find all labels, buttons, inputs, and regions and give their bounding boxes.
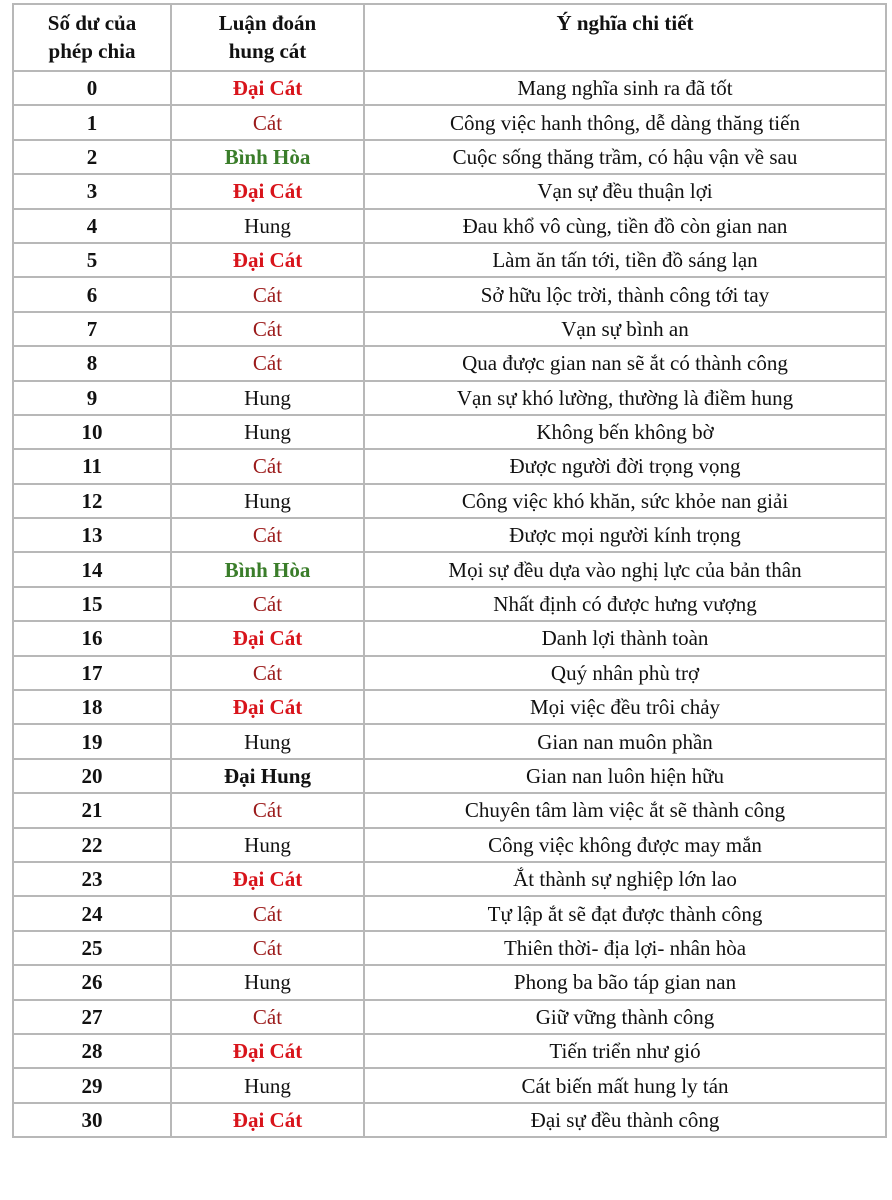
table-row xyxy=(13,965,886,999)
meaning-cell: Vạn sự bình an xyxy=(364,312,886,346)
verdict-cell: Cát xyxy=(171,587,364,621)
remainder-cell: 30 xyxy=(13,1103,171,1137)
table-row xyxy=(13,1034,886,1068)
meaning-cell: Công việc không được may mắn xyxy=(364,828,886,862)
verdict-cell: Cát xyxy=(171,793,364,827)
verdict-cell: Hung xyxy=(171,965,364,999)
remainder-cell: 17 xyxy=(13,656,171,690)
verdict-cell: Cát xyxy=(171,896,364,930)
remainder-cell: 1 xyxy=(13,105,171,139)
table-row xyxy=(13,140,886,174)
header-row xyxy=(13,4,886,71)
remainder-cell: 3 xyxy=(13,174,171,208)
meaning-cell: Sở hữu lộc trời, thành công tới tay xyxy=(364,277,886,311)
meaning-cell: Không bến không bờ xyxy=(364,415,886,449)
verdict-cell: Đại Cát xyxy=(171,621,364,655)
verdict-cell: Cát xyxy=(171,277,364,311)
verdict-cell: Cát xyxy=(171,346,364,380)
verdict-cell: Đại Cát xyxy=(171,690,364,724)
remainder-cell: 16 xyxy=(13,621,171,655)
verdict-cell: Đại Cát xyxy=(171,1103,364,1137)
remainder-cell: 25 xyxy=(13,931,171,965)
meaning-cell: Làm ăn tấn tới, tiền đồ sáng lạn xyxy=(364,243,886,277)
table-row xyxy=(13,209,886,243)
meaning-cell: Mọi việc đều trôi chảy xyxy=(364,690,886,724)
remainder-cell: 13 xyxy=(13,518,171,552)
meaning-cell: Nhất định có được hưng vượng xyxy=(364,587,886,621)
remainder-cell: 11 xyxy=(13,449,171,483)
remainder-cell: 28 xyxy=(13,1034,171,1068)
remainder-cell: 15 xyxy=(13,587,171,621)
table-row xyxy=(13,793,886,827)
remainder-cell: 27 xyxy=(13,1000,171,1034)
remainder-cell: 7 xyxy=(13,312,171,346)
header-remainder xyxy=(13,4,171,71)
verdict-cell: Hung xyxy=(171,724,364,758)
table-row xyxy=(13,896,886,930)
meaning-cell: Vạn sự đều thuận lợi xyxy=(364,174,886,208)
meaning-cell: Mọi sự đều dựa vào nghị lực của bản thân xyxy=(364,552,886,586)
header-meaning xyxy=(364,4,886,71)
table-row xyxy=(13,243,886,277)
verdict-cell: Đại Hung xyxy=(171,759,364,793)
verdict-cell: Hung xyxy=(171,415,364,449)
table-row xyxy=(13,277,886,311)
remainder-cell: 19 xyxy=(13,724,171,758)
meaning-cell: Phong ba bão táp gian nan xyxy=(364,965,886,999)
table-row xyxy=(13,587,886,621)
table-row xyxy=(13,862,886,896)
meaning-cell: Công việc khó khăn, sức khỏe nan giải xyxy=(364,484,886,518)
verdict-cell: Hung xyxy=(171,209,364,243)
meaning-cell: Quý nhân phù trợ xyxy=(364,656,886,690)
meaning-cell: Được mọi người kính trọng xyxy=(364,518,886,552)
remainder-cell: 10 xyxy=(13,415,171,449)
meaning-cell: Được người đời trọng vọng xyxy=(364,449,886,483)
meaning-cell: Gian nan luôn hiện hữu xyxy=(364,759,886,793)
table-row xyxy=(13,381,886,415)
meaning-cell: Gian nan muôn phần xyxy=(364,724,886,758)
meaning-cell: Ắt thành sự nghiệp lớn lao xyxy=(364,862,886,896)
header-verdict xyxy=(171,4,364,71)
remainder-cell: 21 xyxy=(13,793,171,827)
meaning-cell: Tiến triển như gió xyxy=(364,1034,886,1068)
header-remainder-line2: phép chia xyxy=(48,39,136,63)
remainder-cell: 23 xyxy=(13,862,171,896)
remainder-cell: 24 xyxy=(13,896,171,930)
meaning-cell: Cát biến mất hung ly tán xyxy=(364,1068,886,1102)
table-row xyxy=(13,449,886,483)
remainder-cell: 4 xyxy=(13,209,171,243)
table-row xyxy=(13,724,886,758)
meaning-cell: Chuyên tâm làm việc ắt sẽ thành công xyxy=(364,793,886,827)
header-remainder-line1: Số dư của xyxy=(47,11,137,35)
header-meaning-line1: Ý nghĩa chi tiết xyxy=(556,11,694,35)
verdict-cell: Đại Cát xyxy=(171,862,364,896)
table-row xyxy=(13,621,886,655)
verdict-cell: Đại Cát xyxy=(171,174,364,208)
verdict-cell: Bình Hòa xyxy=(171,552,364,586)
meaning-cell: Công việc hanh thông, dễ dàng thăng tiến xyxy=(364,105,886,139)
table-row xyxy=(13,690,886,724)
meaning-cell: Thiên thời- địa lợi- nhân hòa xyxy=(364,931,886,965)
verdict-cell: Bình Hòa xyxy=(171,140,364,174)
table-body xyxy=(13,71,886,1137)
table-row xyxy=(13,174,886,208)
verdict-cell: Cát xyxy=(171,449,364,483)
table-row xyxy=(13,71,886,105)
verdict-cell: Hung xyxy=(171,828,364,862)
remainder-cell: 29 xyxy=(13,1068,171,1102)
remainder-cell: 12 xyxy=(13,484,171,518)
remainder-cell: 22 xyxy=(13,828,171,862)
table-row xyxy=(13,656,886,690)
header-verdict-line2: hung cát xyxy=(228,39,307,63)
meaning-cell: Tự lập ắt sẽ đạt được thành công xyxy=(364,896,886,930)
table-row xyxy=(13,105,886,139)
meaning-cell: Vạn sự khó lường, thường là điềm hung xyxy=(364,381,886,415)
verdict-cell: Cát xyxy=(171,1000,364,1034)
header-verdict-line1: Luận đoán xyxy=(218,11,317,35)
remainder-cell: 6 xyxy=(13,277,171,311)
remainder-cell: 14 xyxy=(13,552,171,586)
table-row xyxy=(13,1068,886,1102)
verdict-cell: Cát xyxy=(171,312,364,346)
remainder-cell: 0 xyxy=(13,71,171,105)
table-row xyxy=(13,1103,886,1137)
table-row xyxy=(13,931,886,965)
table-row xyxy=(13,759,886,793)
table-row xyxy=(13,518,886,552)
remainder-cell: 8 xyxy=(13,346,171,380)
table-row xyxy=(13,346,886,380)
table-row xyxy=(13,552,886,586)
meaning-cell: Đại sự đều thành công xyxy=(364,1103,886,1137)
verdict-cell: Cát xyxy=(171,518,364,552)
table-row xyxy=(13,1000,886,1034)
meaning-cell: Danh lợi thành toàn xyxy=(364,621,886,655)
remainder-cell: 18 xyxy=(13,690,171,724)
remainder-cell: 2 xyxy=(13,140,171,174)
verdict-cell: Cát xyxy=(171,656,364,690)
meaning-cell: Đau khổ vô cùng, tiền đồ còn gian nan xyxy=(364,209,886,243)
meaning-cell: Mang nghĩa sinh ra đã tốt xyxy=(364,71,886,105)
table-row xyxy=(13,415,886,449)
remainder-cell: 26 xyxy=(13,965,171,999)
verdict-cell: Hung xyxy=(171,1068,364,1102)
table-row xyxy=(13,312,886,346)
table-row xyxy=(13,484,886,518)
remainder-cell: 9 xyxy=(13,381,171,415)
meaning-cell: Giữ vững thành công xyxy=(364,1000,886,1034)
verdict-cell: Cát xyxy=(171,931,364,965)
verdict-cell: Đại Cát xyxy=(171,71,364,105)
meaning-cell: Cuộc sống thăng trầm, có hậu vận về sau xyxy=(364,140,886,174)
meaning-cell: Qua được gian nan sẽ ắt có thành công xyxy=(364,346,886,380)
verdict-cell: Hung xyxy=(171,381,364,415)
table-row xyxy=(13,828,886,862)
verdict-cell: Hung xyxy=(171,484,364,518)
verdict-cell: Đại Cát xyxy=(171,1034,364,1068)
verdict-cell: Đại Cát xyxy=(171,243,364,277)
remainder-cell: 5 xyxy=(13,243,171,277)
fortune-table xyxy=(12,3,887,1138)
verdict-cell: Cát xyxy=(171,105,364,139)
remainder-cell: 20 xyxy=(13,759,171,793)
